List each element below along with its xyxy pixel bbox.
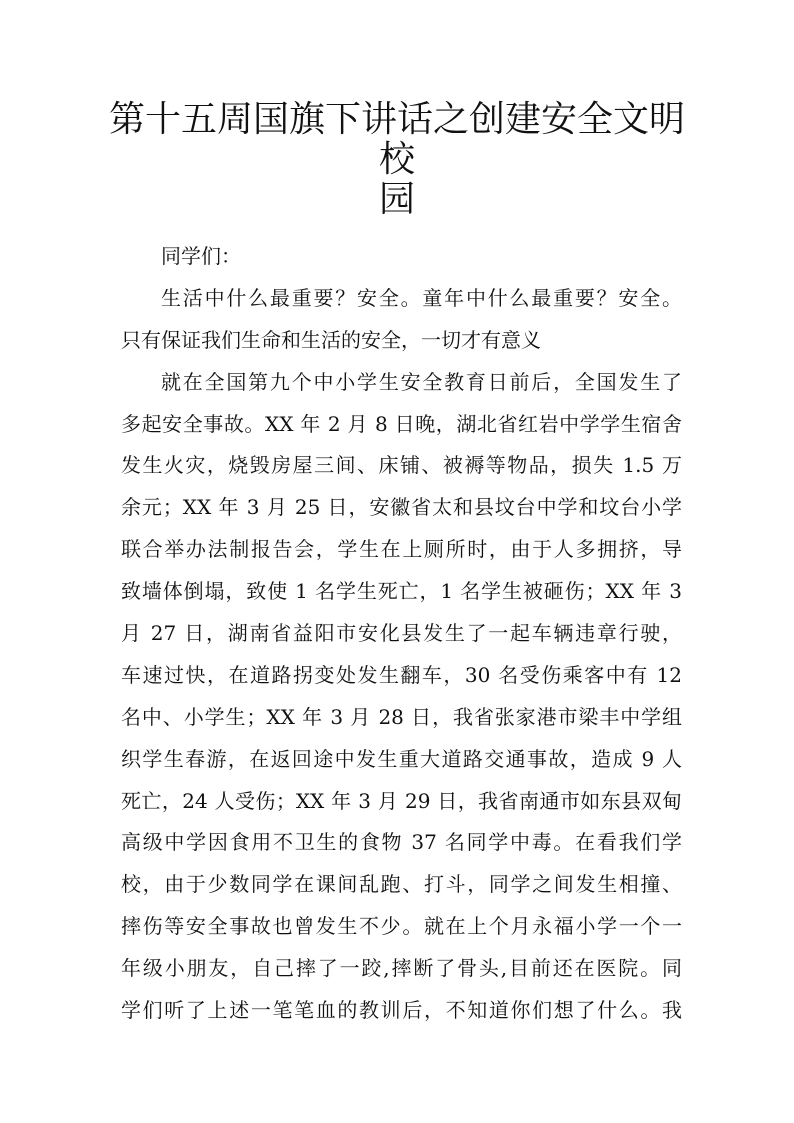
paragraph — [121, 236, 682, 278]
text-line: 校，由于少数同学在课间乱跑、打斗，同学之间发生相撞、 — [121, 872, 682, 897]
text-line: 同学们： — [161, 244, 241, 268]
text-line: 死亡，24 人受伤；XX 年 3 月 29 日，我省南通市如东县双甸 — [121, 788, 682, 813]
text-line: 车速过快，在道路拐变处发生翻车，30 名受伤乘客中有 12 — [121, 662, 682, 687]
text-line: 年级小朋友，自己摔了一跤,摔断了骨头,目前还在医院。同 — [121, 956, 682, 981]
text-line: 只有保证我们生命和生活的安全，一切才有意义 — [121, 327, 541, 352]
text-line: 摔伤等安全事故也曾发生不少。就在上个月永福小学一个一 — [121, 914, 682, 939]
document-title — [100, 100, 694, 220]
text-line: 就在全国第九个中小学生安全教育日前后，全国发生了 — [161, 369, 682, 394]
text-line: 学们听了上述一笔笔血的教训后，不知道你们想了什么。我 — [121, 998, 682, 1023]
text-line: 生活中什么最重要？安全。童年中什么最重要？安全。 — [161, 285, 682, 310]
text-line: 高级中学因食用不卫生的食物 37 名同学中毒。在看我们学 — [121, 830, 682, 855]
paragraph — [121, 278, 682, 362]
text-line: 名中、小学生；XX 年 3 月 28 日，我省张家港市梁丰中学组 — [121, 704, 682, 729]
text-line: 联合举办法制报告会，学生在上厕所时，由于人多拥挤，导 — [121, 537, 682, 562]
text-line: 发生火灾，烧毁房屋三间、床铺、被褥等物品，损失 1.5 万 — [121, 453, 682, 478]
text-line: 月 27 日，湖南省益阳市安化县发生了一起车辆违章行驶， — [121, 621, 682, 646]
text-line: 余元；XX 年 3 月 25 日，安徽省太和县坟台中学和坟台小学 — [121, 495, 682, 520]
document-body — [121, 236, 682, 1032]
title-line: 园 — [378, 179, 415, 220]
text-line: 多起安全事故。XX 年 2 月 8 日晚，湖北省红岩中学学生宿舍 — [121, 411, 682, 436]
text-line: 织学生春游，在返回途中发生重大道路交通事故，造成 9 人 — [121, 746, 682, 771]
paragraph — [121, 362, 682, 1032]
text-line: 致墙体倒塌，致使 1 名学生死亡，1 名学生被砸伤；XX 年 3 — [121, 579, 682, 604]
title-line: 第十五周国旗下讲话之创建安全文明校 — [108, 99, 685, 180]
